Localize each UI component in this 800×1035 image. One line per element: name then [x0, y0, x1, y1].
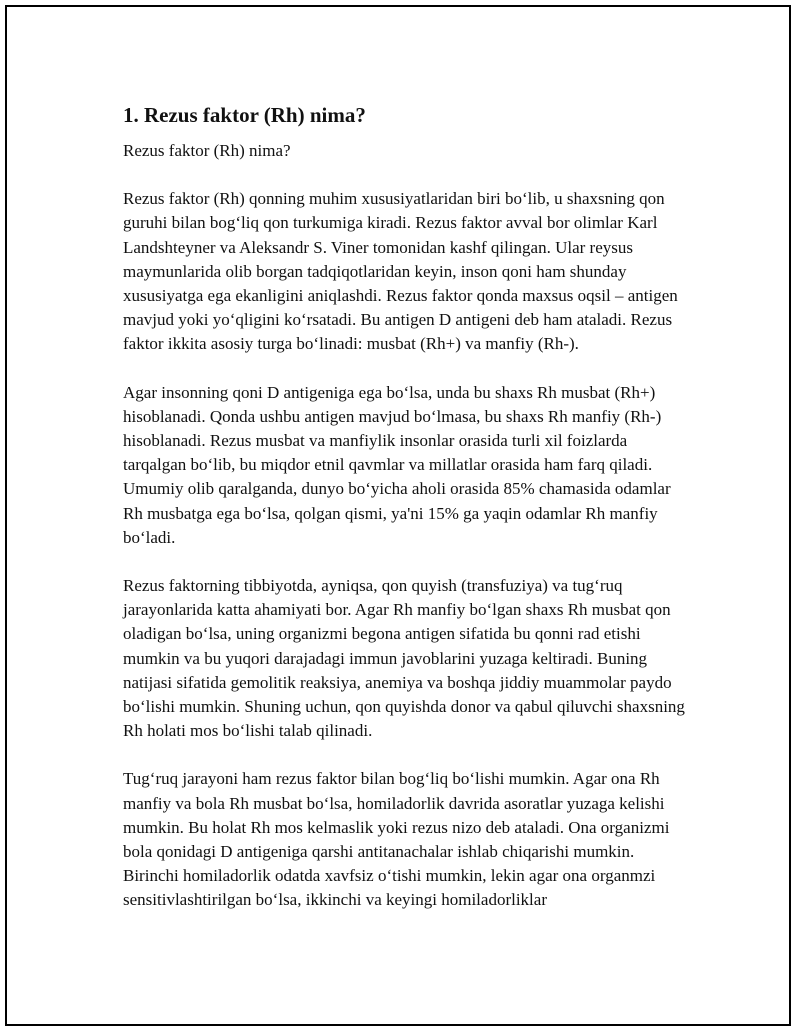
- paragraph: Rezus faktorning tibbiyotda, ayniqsa, qon quyish (transfuziya) va tug‘ruq jarayonlarida katta ahamiyati bor. Agar Rh manfiy bo‘lgan shaxs Rh musbat qon oladigan bo‘lsa, uning organizmi begona antigen sifatida bu qonni rad etishi mumkin va bu yuqori darajadagi immun javoblarini yuzaga keltiradi. Buning natijasi sifatida gemolitik reaksiya, anemiya va boshqa jiddiy muammolar paydo bo‘lishi mumkin. Shuning uchun, qon quyishda donor va qabul qiluvchi shaxsning Rh holati mos bo‘lishi talab qilinadi.: [123, 576, 685, 741]
- paragraph: Tug‘ruq jarayoni ham rezus faktor bilan bog‘liq bo‘lishi mumkin. Agar ona Rh manfiy va bola Rh musbat bo‘lsa, homiladorlik davrida asoratlar yuzaga kelishi mumkin. Bu holat Rh mos kelmaslik yoki rezus nizo deb ataladi. Ona organizmi bola qonidagi D antigeniga qarshi antitanachalar ishlab chiqarishi mumkin. Birinchi homiladorlik odatda xavfsiz o‘tishi mumkin, lekin agar ona organmzi sensitivlashtirilgan bo‘lsa, ikkinchi va keyingi homiladorliklar: [123, 769, 670, 910]
- section-subtitle: Rezus faktor (Rh) nima?: [123, 141, 291, 160]
- paragraph: Rezus faktor (Rh) qonning muhim xususiyatlaridan biri bo‘lib, u shaxsning qon guruhi bilan bog‘liq qon turkumiga kiradi. Rezus faktor avval bor olimlar Karl Landshteyner va Aleksandr S. Viner tomonidan kashf qilingan. Ular reysus maymunlarida olib borgan tadqiqotlaridan keyin, inson qoni ham shunday xususiyatga ega ekanligini aniqlashdi. Rezus faktor qonda maxsus oqsil – antigen mavjud yoki yo‘qligini ko‘rsatadi. Bu antigen D antigeni deb ham ataladi. Rezus faktor ikkita asosiy turga bo‘linadi: musbat (Rh+) va manfiy (Rh-).: [123, 189, 678, 354]
- paragraph: Agar insonning qoni D antigeniga ega bo‘lsa, unda bu shaxs Rh musbat (Rh+) hisoblanadi. Qonda ushbu antigen mavjud bo‘lmasa, bu shaxs Rh manfiy (Rh-) hisoblanadi. Rezus musbat va manfiylik insonlar orasida turli xil foizlarda tarqalgan bo‘lib, bu miqdor etnil qavmlar va millatlar orasida ham farq qiladi. Umumiy olib qaralganda, dunyo bo‘yicha aholi orasida 85% chamasida odamlar Rh musbatga ega bo‘lsa, qolgan qismi, ya'ni 15% ga yaqin odamlar Rh manfiy bo‘ladi.: [123, 382, 671, 547]
- document-content: [123, 101, 693, 937]
- section-heading: 1. Rezus faktor (Rh) nima?: [123, 103, 366, 127]
- document-page: [5, 5, 791, 1026]
